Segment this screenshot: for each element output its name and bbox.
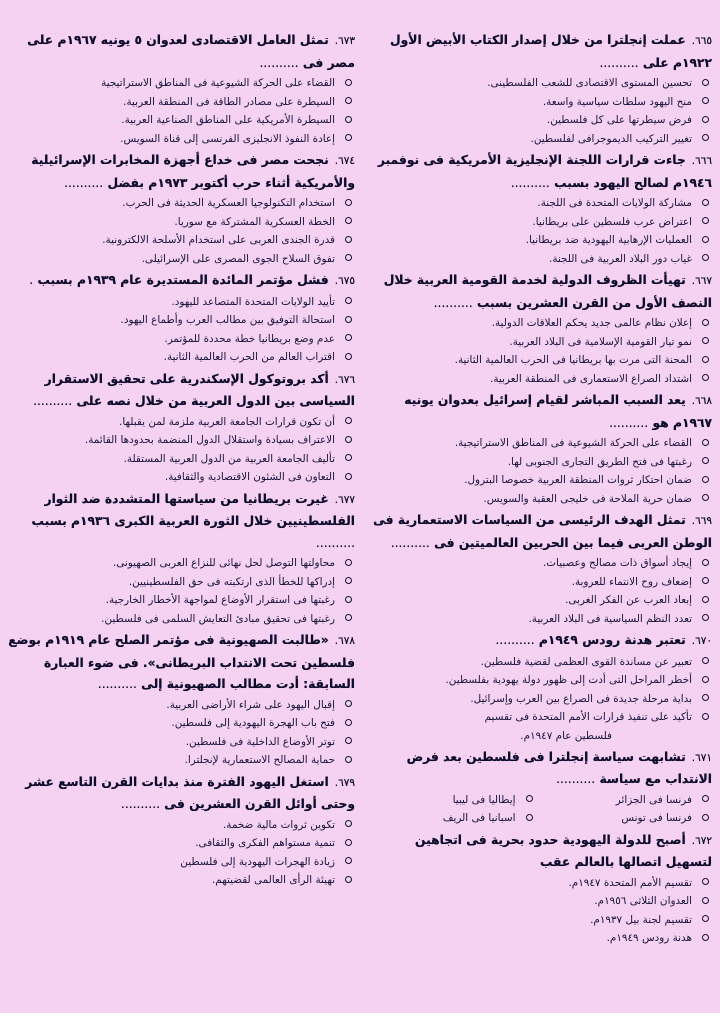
question-heading <box>365 390 712 434</box>
question-text: جاءت قرارات اللجنة الإنجليزية الأمريكية فى نوفمبر ١٩٤٦م لصالح اليهود بسبب <box>377 153 712 190</box>
option-item[interactable] <box>365 892 712 911</box>
radio-circle-icon[interactable] <box>702 439 709 446</box>
answer-blank: . <box>29 273 34 287</box>
question-heading <box>8 489 355 555</box>
question-block <box>8 270 355 367</box>
option-text: نمو تيار القومية الإسلامية فى البلاد العربية. <box>509 335 692 348</box>
radio-circle-icon[interactable] <box>345 217 352 224</box>
option-text: أخطر المراحل التى أدت إلى ظهور دولة يهودية بفلسطين. <box>445 674 692 686</box>
option-item[interactable] <box>8 213 355 232</box>
options-list <box>8 413 355 487</box>
radio-circle-icon[interactable] <box>345 199 352 206</box>
option-item[interactable] <box>365 554 712 573</box>
question-text: يعد السبب المباشر لقيام إسرائيل بعدوان يونيه ١٩٦٧م هو <box>404 393 712 430</box>
option-text: تهيئة الرأى العالمى لقضيتهم. <box>211 874 335 886</box>
question-number: ٦٧٠. <box>691 635 712 647</box>
answer-blank: .......... <box>609 415 649 430</box>
radio-circle-icon[interactable] <box>345 254 352 261</box>
options-list <box>365 554 712 628</box>
option-item[interactable] <box>8 751 355 770</box>
answer-blank: .......... <box>390 535 430 550</box>
left-column <box>8 30 355 1013</box>
option-item[interactable] <box>365 791 536 810</box>
option-item[interactable] <box>8 194 355 213</box>
question-text: تمثل العامل الاقتصادى لعدوان ٥ يونيه ١٩٦٧م على مصر فى <box>27 33 355 70</box>
radio-circle-icon[interactable] <box>702 676 709 683</box>
options-list <box>8 74 355 148</box>
option-item[interactable] <box>8 714 355 733</box>
option-item[interactable] <box>8 311 355 330</box>
question-heading <box>365 830 712 874</box>
option-item[interactable] <box>8 871 355 890</box>
question-block <box>365 747 712 828</box>
answer-blank: .......... <box>64 175 104 190</box>
question-text: فشل مؤتمر المائدة المستديرة عام ١٩٣٩م بسبب <box>37 273 329 287</box>
option-text: السيطرة الأمريكية على المناطق الصناعية العربية. <box>121 114 335 126</box>
option-item[interactable] <box>365 250 712 269</box>
option-item[interactable] <box>365 929 712 948</box>
option-item[interactable] <box>365 93 712 112</box>
option-item[interactable] <box>8 348 355 367</box>
question-heading <box>8 270 355 293</box>
option-item[interactable] <box>8 610 355 629</box>
radio-circle-icon[interactable] <box>345 134 352 141</box>
option-item[interactable] <box>8 816 355 835</box>
option-text: تعدد النظم السياسية فى البلاد العربية. <box>528 612 692 625</box>
radio-circle-icon[interactable] <box>345 839 352 846</box>
radio-circle-icon[interactable] <box>702 116 709 123</box>
answer-blank: .......... <box>495 633 535 647</box>
option-item[interactable] <box>365 490 712 509</box>
option-item[interactable] <box>365 573 712 592</box>
option-text: إضعاف روح الانتماء للعروبة. <box>571 575 692 588</box>
option-text: استحالة التوفيق بين مطالب العرب وأطماع اليهود. <box>120 314 335 326</box>
option-text: اقتراب العالم من الحرب العالمية الثانية. <box>163 351 335 363</box>
option-item[interactable] <box>365 111 712 130</box>
option-text: إقبال اليهود على شراء الأراضى العربية. <box>166 698 335 711</box>
option-text: رغبتها فى فتح الطريق التجارى الجنوبى لها. <box>507 455 692 468</box>
option-text: عدم وضع بريطانيا خطة محددة للمؤتمر. <box>164 332 335 345</box>
question-heading <box>8 369 355 413</box>
question-block <box>365 510 712 628</box>
right-column <box>365 30 712 1013</box>
question-heading <box>365 270 712 314</box>
radio-circle-icon[interactable] <box>702 934 709 941</box>
option-item[interactable] <box>8 591 355 610</box>
option-item[interactable] <box>8 696 355 715</box>
option-item[interactable] <box>365 471 712 490</box>
option-text: تحسين المستوى الاقتصادى للشعب الفلسطينى. <box>487 77 692 89</box>
question-text: تعتبر هدنة رودس ١٩٤٩م <box>538 633 686 647</box>
option-text: إبعاد العرب عن الفكر الغربى. <box>565 594 692 606</box>
option-text: أن تكون قرارات الجامعة العربية ملزمة لمن يقبلها. <box>119 415 335 428</box>
question-number: ٦٦٥. <box>691 35 712 47</box>
radio-circle-icon[interactable] <box>702 657 709 664</box>
question-heading <box>8 150 355 194</box>
radio-circle-icon[interactable] <box>345 559 352 566</box>
question-block <box>365 30 712 148</box>
option-item[interactable] <box>8 413 355 432</box>
option-item[interactable] <box>8 554 355 573</box>
options-list <box>8 554 355 628</box>
radio-circle-icon[interactable] <box>345 116 352 123</box>
question-text: غيرت بريطانيا من سياستها المتشددة ضد الثوار الفلسطينيين خلال الثورة العربية الكبرى ١٩٣٦م بسبب <box>31 491 355 528</box>
option-item[interactable] <box>8 330 355 349</box>
option-item[interactable] <box>365 74 712 93</box>
radio-circle-icon[interactable] <box>345 79 352 86</box>
option-text: تفوق السلاح الجوى المصرى على الإسرائيلى. <box>141 252 335 265</box>
option-text: تعبير عن مساندة القوى العظمى لقضية فلسطين. <box>480 655 692 668</box>
answer-blank: .......... <box>599 55 639 70</box>
option-item[interactable] <box>365 708 712 727</box>
question-block <box>365 390 712 508</box>
option-text: القضاء على الحركة الشيوعية فى المناطق الاستراتيجية <box>101 77 335 89</box>
question-block <box>365 830 712 948</box>
question-text: تمثل الهدف الرئيسى من السياسات الاستعمارية فى الوطن العربى فيما بين الحربين العالميتين فى <box>373 513 712 550</box>
option-item[interactable] <box>8 250 355 269</box>
radio-circle-icon[interactable] <box>702 494 709 501</box>
option-item[interactable] <box>365 213 712 232</box>
option-item[interactable] <box>365 653 712 672</box>
question-heading <box>8 30 355 74</box>
option-text: تأكيد على تنفيذ قرارات الأمم المتحدة فى تقسيم <box>484 711 692 723</box>
radio-circle-icon[interactable] <box>345 876 352 883</box>
radio-circle-icon[interactable] <box>345 97 352 104</box>
option-text: ضمان حرية الملاحة فى خليجى العقبة والسويس. <box>483 492 692 505</box>
option-item[interactable] <box>542 809 713 828</box>
radio-circle-icon[interactable] <box>702 374 709 381</box>
question-text: أصبح للدولة اليهودية حدود بحرية فى اتجاهين لتسهيل اتصالها بالعالم عقب <box>415 832 712 869</box>
question-number: ٦٧١. <box>691 751 712 764</box>
option-text: تكوين ثروات مالية ضخمة. <box>222 818 335 831</box>
radio-circle-icon[interactable] <box>345 737 352 744</box>
radio-circle-icon[interactable] <box>702 694 709 701</box>
question-number: ٦٧٢. <box>691 834 712 847</box>
question-number: ٦٦٨. <box>691 395 712 407</box>
radio-circle-icon[interactable] <box>345 473 352 480</box>
question-text: تهيأت الظروف الدولية لخدمة القومية العربية خلال النصف الأول من القرن العشرين بسبب <box>383 273 712 310</box>
answer-blank: .......... <box>33 394 73 408</box>
radio-circle-icon[interactable] <box>702 713 709 720</box>
radio-circle-icon[interactable] <box>345 454 352 461</box>
radio-circle-icon[interactable] <box>702 476 709 483</box>
option-text: رغبتها فى استقرار الأوضاع لمواجهة الأخطار الخارجية. <box>105 594 335 606</box>
radio-circle-icon[interactable] <box>702 217 709 224</box>
question-heading <box>365 510 712 554</box>
question-heading <box>365 630 712 653</box>
radio-circle-icon[interactable] <box>345 756 352 763</box>
question-number: ٦٦٦. <box>691 155 712 167</box>
option-text: اسبانيا فى الريف <box>442 812 516 824</box>
question-text: «طالبت الصهيونية فى مؤتمر الصلح عام ١٩١٩م بوضع فلسطين تحت الانتداب البريطانى». فى ضوء العبارة السابقة: أدت مطالب الصهيونية إلى <box>8 633 355 691</box>
option-item[interactable] <box>542 791 713 810</box>
option-item[interactable] <box>365 370 712 389</box>
option-continuation: فلسطين عام ١٩٤٧م. <box>520 729 612 742</box>
question-number: ٦٧٣. <box>334 35 355 47</box>
radio-circle-icon[interactable] <box>702 457 709 464</box>
radio-circle-icon[interactable] <box>345 316 352 323</box>
question-number: ٦٧٤. <box>334 155 355 167</box>
question-heading <box>365 150 712 194</box>
question-block <box>365 630 712 745</box>
options-list <box>365 194 712 268</box>
answer-blank: .......... <box>433 295 473 310</box>
question-number: ٦٧٨. <box>334 635 355 647</box>
question-text: استغل اليهود الفترة منذ بدايات القرن التاسع عشر وحتى أوائل القرن العشرين فى <box>25 774 355 811</box>
radio-circle-icon[interactable] <box>345 596 352 603</box>
question-number: ٦٧٧. <box>334 493 355 506</box>
option-text: القضاء على الحركة الشيوعية فى المناطق الاستراتيجية. <box>454 437 692 449</box>
question-block <box>8 369 355 487</box>
option-item[interactable] <box>8 853 355 872</box>
option-item[interactable] <box>8 93 355 112</box>
option-text: زيادة الهجرات اليهودية إلى فلسطين <box>180 855 335 868</box>
option-item[interactable] <box>8 74 355 93</box>
option-text: التعاون فى الشئون الاقتصادية والثقافية. <box>164 471 335 483</box>
radio-circle-icon[interactable] <box>702 814 709 821</box>
option-item[interactable] <box>8 733 355 752</box>
radio-circle-icon[interactable] <box>702 897 709 904</box>
option-item[interactable] <box>365 671 712 690</box>
options-list <box>365 791 712 828</box>
question-heading <box>365 30 712 74</box>
option-text: غياب دور البلاد العربية فى اللجنة. <box>549 252 692 265</box>
option-item[interactable] <box>365 809 536 828</box>
options-list <box>8 696 355 770</box>
option-text: هدنة رودس ١٩٤٩م. <box>606 932 692 944</box>
options-list <box>365 874 712 948</box>
radio-circle-icon[interactable] <box>702 915 709 922</box>
option-text: فتح باب الهجرة اليهودية إلى فلسطين. <box>171 717 335 729</box>
option-item[interactable] <box>8 111 355 130</box>
option-item[interactable] <box>8 293 355 312</box>
question-number: ٦٧٥. <box>334 275 355 287</box>
question-block <box>8 150 355 268</box>
radio-circle-icon[interactable] <box>702 337 709 344</box>
radio-circle-icon[interactable] <box>702 199 709 206</box>
options-list <box>8 293 355 367</box>
radio-circle-icon[interactable] <box>702 319 709 326</box>
option-text: الاعتراف بسيادة واستقلال الدول المنضمة بحدودها القائمة. <box>84 434 335 446</box>
question-heading <box>365 747 712 791</box>
option-item[interactable] <box>8 130 355 149</box>
option-item[interactable] <box>365 351 712 370</box>
option-text: توتر الأوضاع الداخلية فى فلسطين. <box>185 735 335 748</box>
options-list <box>8 816 355 890</box>
option-text: منح اليهود سلطات سياسية واسعة. <box>542 95 692 108</box>
option-text: العدوان الثلاثى ١٩٥٦م. <box>594 895 692 907</box>
option-text: إعادة النفوذ الانجليزى الفرنسى إلى قناة السويس. <box>120 132 335 145</box>
answer-blank: .......... <box>259 55 299 70</box>
radio-circle-icon[interactable] <box>702 614 709 621</box>
radio-circle-icon[interactable] <box>702 577 709 584</box>
option-item[interactable] <box>365 610 712 629</box>
question-text: أكد بروتوكول الإسكندرية على تحقيق الاستقرار السياسى بين الدول العربية من خلال نصه على <box>44 371 355 408</box>
answer-blank: .......... <box>556 772 596 786</box>
radio-circle-icon[interactable] <box>526 814 533 821</box>
option-item[interactable] <box>365 314 712 333</box>
radio-circle-icon[interactable] <box>345 353 352 360</box>
question-block <box>365 150 712 268</box>
radio-circle-icon[interactable] <box>702 878 709 885</box>
option-text: فرنسا فى الجزائر <box>615 793 692 806</box>
options-list <box>365 314 712 388</box>
question-block <box>8 772 355 890</box>
option-item[interactable] <box>365 434 712 453</box>
option-item[interactable] <box>8 573 355 592</box>
answer-blank: .......... <box>97 677 137 691</box>
radio-circle-icon[interactable] <box>345 857 352 864</box>
option-text: المحنة التى مرت بها بريطانيا فى الحرب العالمية الثانية. <box>454 354 692 366</box>
radio-circle-icon[interactable] <box>345 614 352 621</box>
radio-circle-icon[interactable] <box>345 297 352 304</box>
option-item[interactable] <box>8 450 355 469</box>
option-text: اشتداد الصراع الاستعمارى فى المنطقة العربية. <box>490 372 692 385</box>
option-text: السيطرة على مصادر الطاقة فى المنطقة العربية. <box>123 95 335 108</box>
option-text: تنمية مستواهم الفكرى والثقافى. <box>195 837 335 849</box>
option-item[interactable] <box>8 231 355 250</box>
radio-circle-icon[interactable] <box>345 577 352 584</box>
radio-circle-icon[interactable] <box>702 596 709 603</box>
option-text: ضمان احتكار ثروات المنطقة العربية خصوصا البترول. <box>464 474 692 486</box>
option-text: تغيير التركيب الديموجرافى لفلسطين. <box>530 132 692 145</box>
option-text: إيطاليا فى ليبيا <box>452 793 516 806</box>
radio-circle-icon[interactable] <box>702 559 709 566</box>
option-item[interactable] <box>365 194 712 213</box>
option-text: إعلان نظام عالمى جديد يحكم العلاقات الدولية. <box>491 317 692 329</box>
question-block <box>8 30 355 148</box>
question-number: ٦٦٧. <box>691 275 712 287</box>
options-list <box>365 434 712 508</box>
radio-circle-icon[interactable] <box>702 97 709 104</box>
option-text: فرض سيطرتها على كل فلسطين. <box>546 114 692 126</box>
option-text: تقسيم لجنة بيل ١٩٣٧م. <box>590 913 692 926</box>
radio-circle-icon[interactable] <box>702 356 709 363</box>
option-text: إدراكها للخطأ الذى ارتكبته فى حق الفلسطينيين. <box>128 575 335 588</box>
option-text: فرنسا فى تونس <box>621 812 692 824</box>
option-item[interactable] <box>365 874 712 893</box>
radio-circle-icon[interactable] <box>345 436 352 443</box>
radio-circle-icon[interactable] <box>345 334 352 341</box>
radio-circle-icon[interactable] <box>345 700 352 707</box>
option-text: تقسيم الأمم المتحدة ١٩٤٧م. <box>568 876 692 889</box>
question-block <box>8 489 355 629</box>
answer-blank: .......... <box>120 797 161 811</box>
radio-circle-icon[interactable] <box>526 795 533 802</box>
question-text: تشابهت سياسة إنجلترا فى فلسطين بعد فرض الانتداب مع سياسة <box>406 749 712 786</box>
option-text: تأييد الولايات المتحدة المتصاعد لليهود. <box>171 295 335 308</box>
radio-circle-icon[interactable] <box>702 795 709 802</box>
option-text: رغبتها فى تحقيق مبادئ التعايش السلمى فى فلسطين. <box>101 612 335 625</box>
option-item[interactable] <box>365 690 712 709</box>
option-item[interactable] <box>365 591 712 610</box>
options-list <box>8 194 355 268</box>
option-item[interactable] <box>365 453 712 472</box>
option-item[interactable] <box>8 834 355 853</box>
option-text: قدرة الجندى العربى على استخدام الأسلحة الالكترونية. <box>102 234 335 246</box>
option-text: استخدام التكنولوجيا العسكرية الحديثة فى الحرب. <box>122 197 335 209</box>
radio-circle-icon[interactable] <box>702 236 709 243</box>
radio-circle-icon[interactable] <box>345 820 352 827</box>
option-item[interactable] <box>365 130 712 149</box>
question-number: ٦٧٩. <box>334 776 355 789</box>
question-heading <box>8 630 355 696</box>
option-text: مشاركة الولايات المتحدة فى اللجنة. <box>537 197 692 209</box>
option-text: بداية مرحلة جديدة فى الصراع بين العرب وإسرائيل. <box>470 692 692 705</box>
options-list <box>365 74 712 148</box>
option-item[interactable] <box>365 911 712 930</box>
radio-circle-icon[interactable] <box>702 254 709 261</box>
question-number: ٦٧٦. <box>334 373 355 386</box>
radio-circle-icon[interactable] <box>345 417 352 424</box>
radio-circle-icon[interactable] <box>702 134 709 141</box>
option-item[interactable] <box>365 333 712 352</box>
options-list <box>365 653 712 727</box>
option-text: الخطة العسكرية المشتركة مع سوريا. <box>174 215 335 228</box>
option-text: حماية المصالح الاستعمارية لإنجلترا. <box>184 754 335 766</box>
option-text: تأليف الجامعة العربية من الدول العربية المستقلة. <box>123 452 335 465</box>
option-text: إيجاد أسواق ذات مصالح وعصبيات. <box>542 557 692 569</box>
question-block <box>365 270 712 388</box>
option-text: اعتراض عرب فلسطين على بريطانيا. <box>532 215 692 228</box>
option-item[interactable] <box>365 231 712 250</box>
question-heading <box>8 772 355 816</box>
radio-circle-icon[interactable] <box>345 236 352 243</box>
option-text: محاولتها التوصل لحل نهائى للنزاع العربى الصهيونى. <box>112 557 335 569</box>
question-block <box>8 630 355 770</box>
question-text: عملت إنجلترا من خلال إصدار الكتاب الأبيض الأول ١٩٢٢م على <box>389 33 712 70</box>
question-number: ٦٦٩. <box>691 515 712 527</box>
radio-circle-icon[interactable] <box>345 719 352 726</box>
option-item[interactable] <box>8 468 355 487</box>
option-text: العمليات الإرهابية اليهودية ضد بريطانيا. <box>525 234 692 246</box>
answer-blank: .......... <box>315 535 355 550</box>
question-text: نجحت مصر فى خداع أجهزة المخابرات الإسرائيلية والأمريكية أثناء حرب أكتوبر ١٩٧٣م بفضل <box>31 153 355 190</box>
answer-blank: .......... <box>510 175 550 190</box>
option-item[interactable] <box>8 431 355 450</box>
radio-circle-icon[interactable] <box>702 79 709 86</box>
